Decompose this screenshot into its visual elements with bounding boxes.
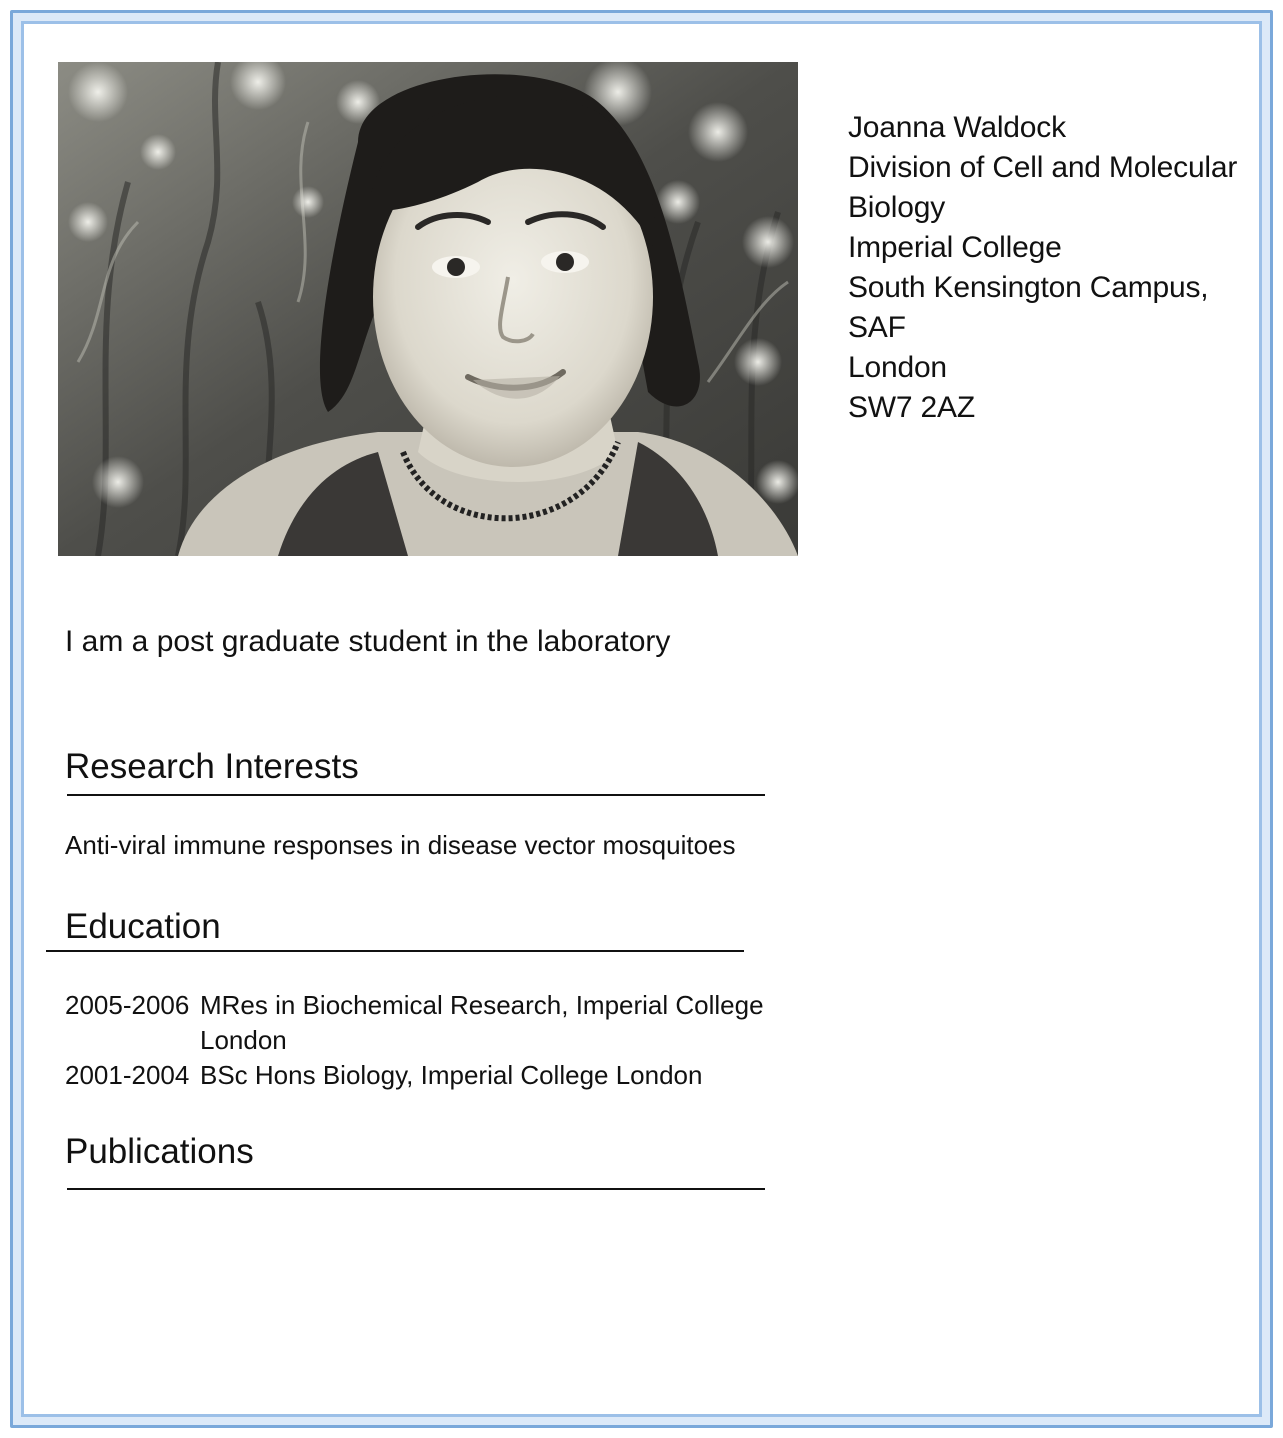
address-line: London bbox=[848, 351, 947, 384]
education-entry bbox=[65, 1058, 780, 1093]
address-line: Biology bbox=[848, 191, 945, 224]
education-years: 2005-2006 bbox=[65, 990, 190, 1020]
address-line: Imperial College bbox=[848, 231, 1062, 264]
address-postcode: SW7 2AZ bbox=[848, 391, 975, 424]
research-divider bbox=[67, 794, 765, 796]
publications-heading: Publications bbox=[65, 1132, 254, 1171]
address-name: Joanna Waldock bbox=[848, 111, 1066, 144]
research-text: Anti-viral immune responses in disease vector mosquitoes bbox=[65, 830, 736, 860]
contact-address bbox=[848, 108, 1237, 428]
intro-text: I am a post graduate student in the laboratory bbox=[65, 625, 671, 658]
education-entry bbox=[65, 988, 780, 1058]
publications-divider bbox=[67, 1188, 765, 1190]
research-heading: Research Interests bbox=[65, 747, 359, 786]
address-line: Division of Cell and Molecular bbox=[848, 151, 1238, 184]
education-heading: Education bbox=[65, 907, 221, 946]
education-divider bbox=[46, 950, 744, 952]
education-description: MRes in Biochemical Research, Imperial College London bbox=[200, 990, 764, 1055]
education-years: 2001-2004 bbox=[65, 1060, 190, 1090]
address-line: SAF bbox=[848, 311, 906, 344]
education-description: BSc Hons Biology, Imperial College London bbox=[200, 1060, 703, 1090]
portrait-photo bbox=[58, 62, 798, 556]
address-line: South Kensington Campus, bbox=[848, 271, 1209, 304]
